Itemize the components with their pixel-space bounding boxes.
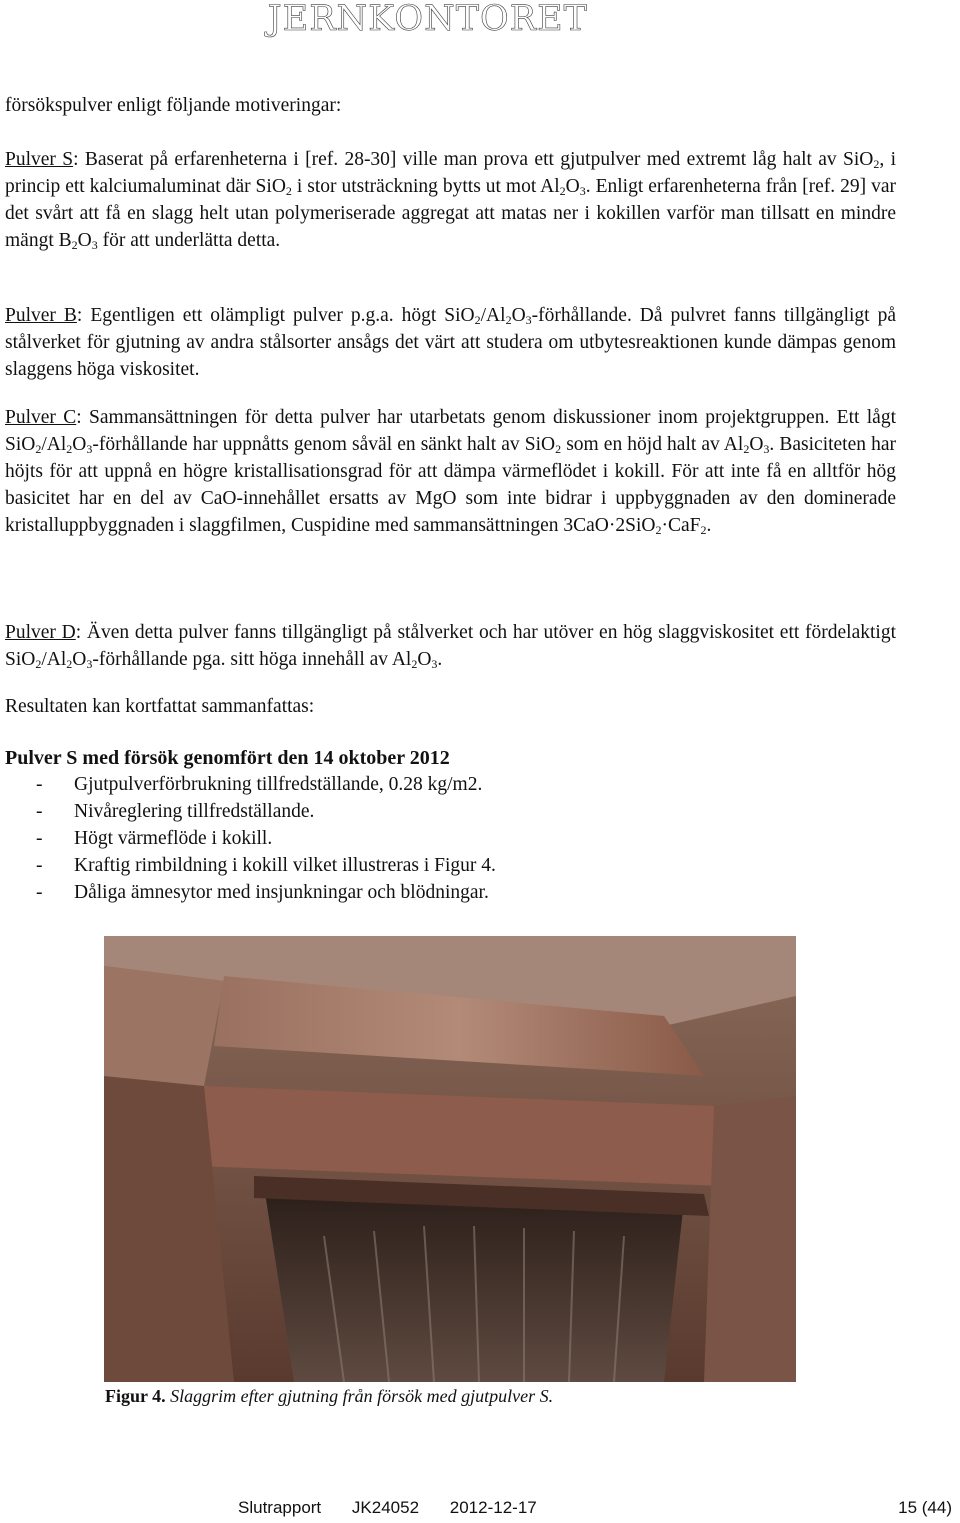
- pulver-s-paragraph: [5, 146, 896, 254]
- list-item: - Dåliga ämnesytor med insjunkningar och blödningar.: [36, 879, 496, 906]
- text: : Egentligen ett olämpligt pulver p.g.a. högt SiO: [76, 305, 475, 326]
- footer-left: [238, 1498, 563, 1518]
- page-number: 15 (44): [898, 1498, 952, 1517]
- figure-label: Figur 4.: [105, 1386, 166, 1406]
- pulver-d-paragraph: [5, 619, 896, 673]
- text: -förhållande har uppnåtts genom såväl en sänkt halt av SiO: [92, 434, 556, 455]
- text: /Al: [41, 649, 67, 670]
- pulver-s-label: Pulver S: [5, 149, 74, 170]
- text: /Al: [480, 305, 506, 326]
- text: . Basiciteten har höjts för att uppnå en högre kristallisationsgrad för att dämpa värmeflödet i kokill. För att inte få en alltför hög basicitet har en del av CaO-innehållet ersatts av MgO som inte bidrar i uppbyggnaden av den dominerade kristalluppbyggnaden i slaggfilmen, Cuspidine med sammansättningen 3CaO·2SiO: [5, 434, 896, 536]
- text: .: [706, 515, 712, 536]
- text: O: [565, 176, 580, 197]
- text: O: [511, 305, 526, 326]
- text: O: [72, 649, 87, 670]
- subscript: 2: [66, 657, 73, 671]
- results-heading: Pulver S med försök genomfört den 14 oktober 2012: [5, 747, 450, 769]
- subscript: 2: [285, 184, 292, 198]
- figure-caption-text: Slaggrim efter gjutning från försök med gjutpulver S.: [165, 1386, 554, 1406]
- summary-intro: Resultaten kan kortfattat sammanfattas:: [5, 696, 315, 717]
- subscript: 2: [555, 442, 562, 456]
- subscript: 2: [411, 657, 418, 671]
- text: , i princip ett kalciumaluminat där SiO: [5, 149, 897, 197]
- subscript: 3: [86, 442, 93, 456]
- text: O: [417, 649, 432, 670]
- text: O: [72, 434, 87, 455]
- subscript: 2: [655, 523, 662, 537]
- subscript: 3: [86, 657, 93, 671]
- text: för att underlätta detta.: [97, 230, 281, 251]
- subscript: 3: [91, 238, 98, 252]
- text: : Baserat på erfarenheterna i [ref. 28-30] ville man prova ett gjutpulver med extremt låg halt av SiO: [73, 149, 874, 170]
- subscript: 2: [474, 313, 481, 327]
- subscript: 3: [431, 657, 438, 671]
- subscript: 2: [35, 657, 42, 671]
- slag-rim-photo: [104, 936, 796, 1382]
- subscript: 2: [700, 523, 707, 537]
- intro-text: försökspulver enligt följande motiveringar:: [5, 95, 342, 116]
- text: -förhållande pga. sitt höga innehåll av Al: [92, 649, 412, 670]
- footer-id: JK24052: [351, 1498, 420, 1517]
- text: -förhållande. Då pulvret fanns tillgängligt på stålverket för gjutning av andra stålsorter ansågs det värt att studera om utbytesreaktionen kunde dämpas genom slaggens höga viskositet.: [5, 305, 896, 380]
- list-item: - Högt värmeflöde i kokill.: [36, 825, 496, 852]
- pulver-c-label: Pulver C: [5, 407, 77, 428]
- subscript: 2: [873, 157, 880, 171]
- text: : Sammansättningen för detta pulver har utarbetats genom diskussioner inom projektgruppen. Ett lågt SiO: [5, 407, 896, 455]
- subscript: 2: [66, 442, 73, 456]
- subscript: 3: [525, 313, 532, 327]
- pulver-d-label: Pulver D: [5, 622, 76, 643]
- subscript: 2: [505, 313, 512, 327]
- text: som en höjd halt av Al: [561, 434, 744, 455]
- text: /Al: [41, 434, 67, 455]
- text: ·CaF: [661, 515, 701, 536]
- footer-doc: Slutrapport: [238, 1498, 322, 1517]
- subscript: 3: [763, 442, 770, 456]
- list-item: - Kraftig rimbildning i kokill vilket illustreras i Figur 4.: [36, 852, 496, 879]
- footer-date: 2012-12-17: [449, 1498, 537, 1517]
- subscript: 2: [71, 238, 78, 252]
- figure-caption: [105, 1384, 553, 1408]
- text: : Även detta pulver fanns tillgängligt på stålverket och har utöver en hög slaggviskositet ett fördelaktigt SiO: [5, 622, 896, 670]
- jernkontoret-logo: JERNKONTORET: [267, 0, 588, 39]
- subscript: 2: [35, 442, 42, 456]
- pulver-b-paragraph: [5, 302, 896, 383]
- subscript: 3: [579, 184, 586, 198]
- text: O: [77, 230, 92, 251]
- text: .: [437, 649, 443, 670]
- list-item: - Gjutpulverförbrukning tillfredställande, 0.28 kg/m2.: [36, 771, 496, 798]
- pulver-c-paragraph: [5, 404, 896, 539]
- subscript: 2: [559, 184, 566, 198]
- page-footer: [238, 1498, 952, 1518]
- subscript: 2: [743, 442, 750, 456]
- text: . Enligt erfarenheterna från [ref. 29] var det svårt att få en slagg helt utan polymeriserade aggregat att matas ner i kokillen varför man tillsatt en mindre mängt B: [5, 176, 896, 251]
- list-item: - Nivåreglering tillfredställande.: [36, 798, 496, 825]
- text: i stor utsträckning bytts ut mot Al: [291, 176, 560, 197]
- pulver-b-label: Pulver B: [5, 305, 77, 326]
- results-list: [36, 771, 496, 906]
- text: O: [749, 434, 764, 455]
